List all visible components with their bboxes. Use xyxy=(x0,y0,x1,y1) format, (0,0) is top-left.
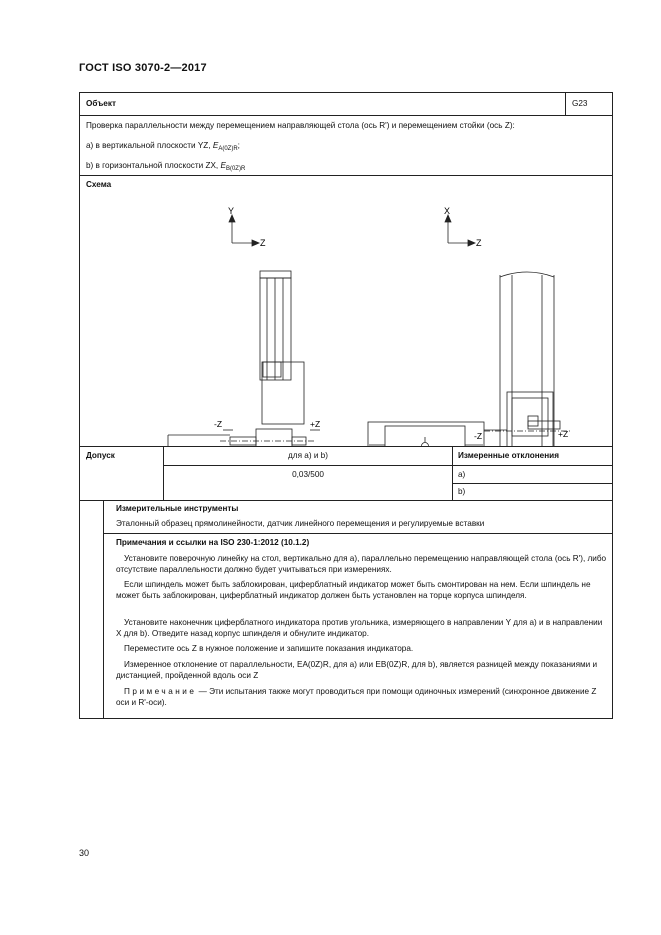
object-description: Проверка параллельности между перемещением направляющей стола (ось R') и перемещением стойки (ось Z): xyxy=(86,121,515,130)
tolerance-subheader-divider xyxy=(164,465,612,466)
tolerance-subheader: для a) и b) xyxy=(288,451,328,460)
label-plus-z-a: +Z xyxy=(310,419,321,429)
note-paragraph-1: Установите поверочную линейку на стол, вертикально для a), параллельно перемещению направляющей стола (ось R'), либо отсутствие параллельности должно будет учитываться при измерениях. xyxy=(116,554,607,575)
axis-x-label-b: X xyxy=(444,206,451,216)
test-code: G23 xyxy=(572,99,588,108)
axis-y-label-a: Y xyxy=(228,206,235,216)
item-b-subscript: B(0Z)R xyxy=(225,166,246,172)
object-header-divider xyxy=(80,115,612,116)
label-minus-z-b: -Z xyxy=(474,431,483,441)
item-a-subscript: A(0Z)R xyxy=(218,146,238,152)
tolerance-section-divider xyxy=(80,500,612,501)
note-paragraph-5: Измеренное отклонение от параллельности, EA(0Z)R, для a) или EB(0Z)R, для b), является разницей между показаниями и дистанцией, пройденной вдоль оси Z xyxy=(116,660,598,681)
note-text: — Эти испытания также могут проводиться при помощи одиночных измерений (синхронное движение Z оси и R'-оси). xyxy=(116,687,597,708)
measured-a: a) xyxy=(458,470,466,479)
measured-col-divider xyxy=(452,446,453,501)
measured-row-divider xyxy=(452,483,612,484)
scheme-section-divider xyxy=(80,446,612,447)
tolerance-value: 0,03/500 xyxy=(292,470,324,479)
instruments-section-divider xyxy=(103,533,612,534)
page-number: 30 xyxy=(79,848,90,858)
column-a-top xyxy=(260,271,291,278)
scheme-drawing xyxy=(80,175,612,447)
column-a-base xyxy=(263,362,281,377)
label-plus-z-b: +Z xyxy=(558,429,569,439)
axis-z-label-a: Z xyxy=(260,238,266,248)
item-a-end: ; xyxy=(237,141,240,150)
document-header: ГОСТ ISO 3070-2—2017 xyxy=(79,62,207,74)
instruments-label: Измерительные инструменты xyxy=(116,504,239,513)
item-b-text: b) в горизонтальной плоскости ZX, xyxy=(86,161,221,170)
scheme-label: Схема xyxy=(86,180,112,189)
spindle-head-b xyxy=(507,392,553,447)
notes-label: Примечания и ссылки на ISO 230-1:2012 (10.1.2) xyxy=(116,538,310,547)
item-a-symbol: E xyxy=(212,141,219,150)
note-paragraph-4: Переместите ось Z в нужное положение и запишите показания индикатора. xyxy=(124,644,414,653)
test-sheet-table xyxy=(79,92,613,719)
item-b-symbol: E xyxy=(220,161,226,170)
code-divider xyxy=(565,93,566,115)
spindle-head-b-inner xyxy=(512,398,548,436)
measured-b: b) xyxy=(458,487,466,496)
measured-deviations-label: Измеренные отклонения xyxy=(458,451,559,460)
instruments-text: Эталонный образец прямолинейности, датчик линейного перемещения и регулируемые вставки xyxy=(116,519,485,528)
item-a-text: a) в вертикальной плоскости YZ, xyxy=(86,141,213,150)
note-paragraph-3: Установите наконечник циферблатного индикатора против угольника, измеряющего в направлении Y для a) и в направлении X для b). Отведите назад корпус шпинделя и обнулите индикатор. xyxy=(116,618,603,639)
column-b-top xyxy=(500,272,554,277)
note-paragraph-6 xyxy=(116,686,608,709)
arrow-x-b xyxy=(445,215,451,222)
arrow-z-a xyxy=(252,240,259,246)
spindle-head-a xyxy=(256,429,292,447)
label-minus-z-a: -Z xyxy=(214,419,223,429)
note-prefix: Примечание xyxy=(124,687,197,696)
object-item-b xyxy=(86,161,245,174)
object-label: Объект xyxy=(86,99,116,108)
arrow-z-b xyxy=(468,240,475,246)
note-paragraph-2: Если шпиндель может быть заблокирован, циферблатный индикатор может быть смонтирован на нем. Если шпиндель не может быть заблокирован, циферблатный индикатор должен быть установлен на торце корпуса шпинделя. xyxy=(116,580,591,601)
column-a-body xyxy=(260,278,291,380)
axis-z-label-b: Z xyxy=(476,238,482,248)
object-item-a xyxy=(86,141,240,154)
tolerance-label: Допуск xyxy=(86,451,115,460)
arrow-y-a xyxy=(229,215,235,222)
